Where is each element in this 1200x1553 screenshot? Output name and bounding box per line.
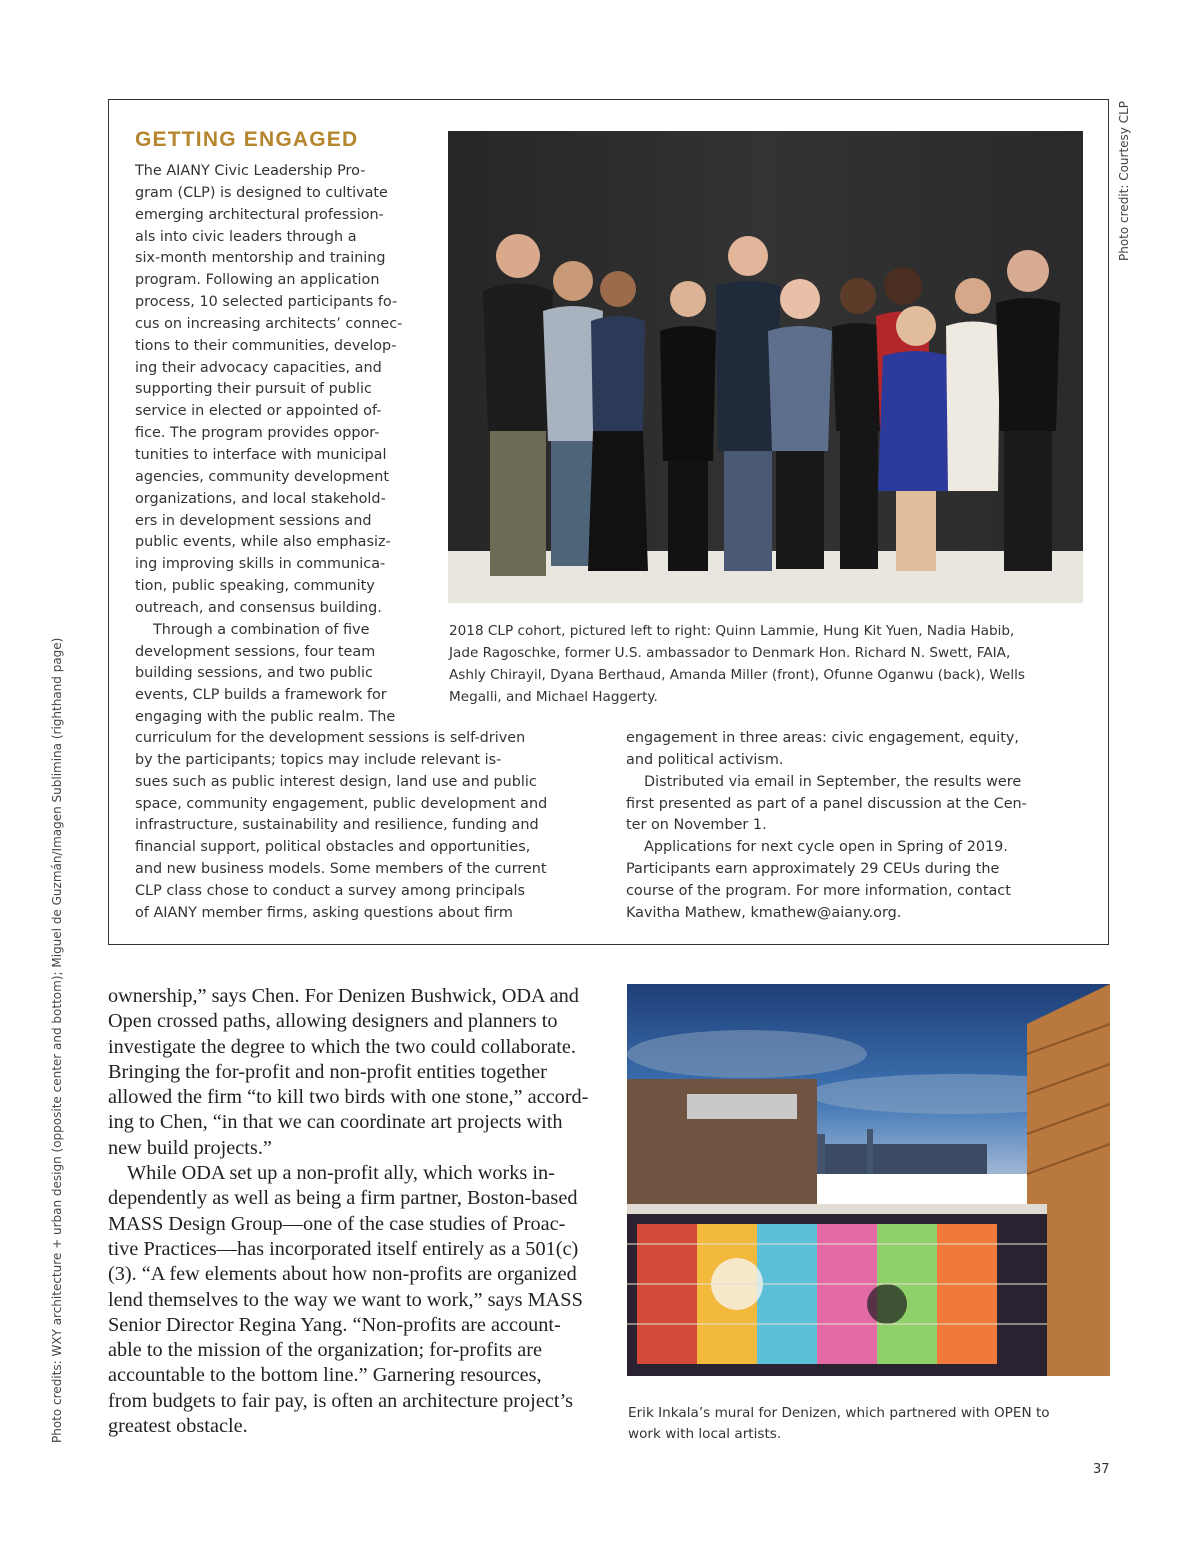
text-line: infrastructure, sustainability and resilience, funding and bbox=[135, 817, 539, 834]
text-line: ing their advocacy capacities, and bbox=[135, 359, 382, 376]
body-line: Bringing the for-profit and non-profit entities together bbox=[108, 1060, 547, 1083]
body-line: While ODA set up a non-profit ally, which works in- bbox=[127, 1162, 555, 1185]
text-line: program. Following an application bbox=[135, 272, 380, 289]
body-line: ing to Chen, “in that we can coordinate art projects with bbox=[108, 1111, 563, 1134]
text-line: tions to their communities, develop- bbox=[135, 337, 397, 354]
text-line: of AIANY member firms, asking questions about firm bbox=[135, 904, 513, 921]
text-line: curriculum for the development sessions is self-driven bbox=[135, 730, 526, 746]
text-line: ers in development sessions and bbox=[135, 512, 372, 529]
text-line: engaging with the public realm. The bbox=[135, 709, 396, 726]
body-line: Senior Director Regina Yang. “Non-profits are account- bbox=[108, 1313, 561, 1336]
text-line: ter on November 1. bbox=[626, 817, 767, 834]
text-line: development sessions, four team bbox=[135, 643, 376, 660]
caption-line: Erik Inkala’s mural for Denizen, which partnered with OPEN to bbox=[628, 1405, 1050, 1421]
text-line: CLP class chose to conduct a survey among principals bbox=[135, 882, 526, 899]
text-line: building sessions, and two public bbox=[135, 665, 373, 682]
cohort-photo-caption bbox=[449, 620, 1089, 708]
text-line: six-month mentorship and training bbox=[135, 250, 386, 267]
page-number: 37 bbox=[1093, 1462, 1110, 1477]
text-line: outreach, and consensus building. bbox=[135, 599, 382, 616]
text-line: organizations, and local stakehold- bbox=[135, 490, 386, 507]
caption-line: Megalli, and Michael Haggerty. bbox=[449, 689, 658, 705]
body-line: accountable to the bottom line.” Garnering resources, bbox=[108, 1364, 542, 1387]
body-line: from budgets to fair pay, is often an architecture project’s bbox=[108, 1389, 573, 1412]
text-line: als into civic leaders through a bbox=[135, 228, 357, 245]
mural-photo bbox=[627, 984, 1110, 1376]
body-line: Open crossed paths, allowing designers and planners to bbox=[108, 1010, 558, 1033]
body-line: ownership,” says Chen. For Denizen Bushwick, ODA and bbox=[108, 985, 579, 1007]
text-line: agencies, community development bbox=[135, 468, 389, 485]
body-line: dependently as well as being a firm partner, Boston-based bbox=[108, 1187, 578, 1210]
text-line: Kavitha Mathew, kmathew@aiany.org. bbox=[626, 904, 902, 921]
text-line: cus on increasing architects’ connec- bbox=[135, 315, 403, 332]
text-line: fice. The program provides oppor- bbox=[135, 425, 380, 442]
text-line: The AIANY Civic Leadership Pro- bbox=[135, 163, 366, 179]
text-line: supporting their pursuit of public bbox=[135, 381, 372, 398]
body-line: (3). “A few elements about how non-profits are organized bbox=[108, 1263, 577, 1286]
body-line: lend themselves to the way we want to work,” says MASS bbox=[108, 1288, 583, 1311]
text-line: events, CLP builds a framework for bbox=[135, 687, 387, 704]
sidebar-column-left bbox=[135, 161, 435, 729]
mural-photo-caption bbox=[628, 1403, 1108, 1445]
text-line: course of the program. For more information, contact bbox=[626, 882, 1011, 899]
caption-line: work with local artists. bbox=[628, 1426, 782, 1442]
text-line: by the participants; topics may include relevant is- bbox=[135, 751, 502, 768]
text-line: tion, public speaking, community bbox=[135, 578, 375, 595]
text-line: Participants earn approximately 29 CEUs during the bbox=[626, 861, 1000, 878]
text-line: financial support, political obstacles and opportunities, bbox=[135, 839, 531, 856]
text-line: engagement in three areas: civic engagement, equity, bbox=[626, 730, 1019, 746]
text-line: Applications for next cycle open in Spring of 2019. bbox=[644, 839, 1008, 856]
text-line: first presented as part of a panel discussion at the Cen- bbox=[626, 795, 1027, 812]
cohort-photo bbox=[448, 131, 1083, 603]
text-line: Distributed via email in September, the results were bbox=[644, 773, 1022, 790]
text-line: space, community engagement, public development and bbox=[135, 795, 548, 812]
text-line: service in elected or appointed of- bbox=[135, 403, 382, 420]
text-line: tunities to interface with municipal bbox=[135, 446, 387, 463]
caption-line: 2018 CLP cohort, pictured left to right: Quinn Lammie, Hung Kit Yuen, Nadia Habib, bbox=[449, 623, 1015, 639]
body-line: tive Practices—has incorporated itself entirely as a 501(c) bbox=[108, 1237, 579, 1260]
body-line: investigate the degree to which the two could collaborate. bbox=[108, 1035, 576, 1058]
text-line: and political activism. bbox=[626, 751, 784, 768]
text-line: Through a combination of five bbox=[153, 621, 370, 638]
text-line: emerging architectural profession- bbox=[135, 206, 384, 223]
caption-line: Ashly Chirayil, Dyana Berthaud, Amanda Miller (front), Ofunne Oganwu (back), Wells bbox=[449, 667, 1025, 683]
sidebar-column-bottom-left bbox=[135, 728, 605, 925]
sidebar-title: GETTING ENGAGED bbox=[135, 128, 359, 151]
body-line: new build projects.” bbox=[108, 1136, 272, 1159]
body-line: able to the mission of the organization; for-profits are bbox=[108, 1339, 543, 1362]
text-line: process, 10 selected participants fo- bbox=[135, 294, 398, 311]
article-body bbox=[108, 984, 608, 1439]
text-line: and new business models. Some members of the current bbox=[135, 861, 547, 878]
body-line: MASS Design Group—one of the case studies of Proac- bbox=[108, 1212, 566, 1235]
text-line: ing improving skills in communica- bbox=[135, 556, 386, 573]
text-line: gram (CLP) is designed to cultivate bbox=[135, 184, 388, 201]
body-line: greatest obstacle. bbox=[108, 1415, 248, 1438]
text-line: sues such as public interest design, land use and public bbox=[135, 773, 537, 790]
body-line: allowed the firm “to kill two birds with one stone,” accord- bbox=[108, 1086, 589, 1109]
sidebar-column-bottom-right bbox=[626, 728, 1096, 925]
photo-credit-right: Photo credit: Courtesy CLP bbox=[1117, 100, 1131, 261]
text-line: public events, while also emphasiz- bbox=[135, 534, 391, 551]
caption-line: Jade Ragoschke, former U.S. ambassador to Denmark Hon. Richard N. Swett, FAIA, bbox=[449, 645, 1011, 661]
photo-credit-left: Photo credits: WXY architecture + urban design (opposite center and bottom); Miguel de Guzmán/Imagen Sublimina (righthand page) bbox=[50, 637, 64, 1443]
